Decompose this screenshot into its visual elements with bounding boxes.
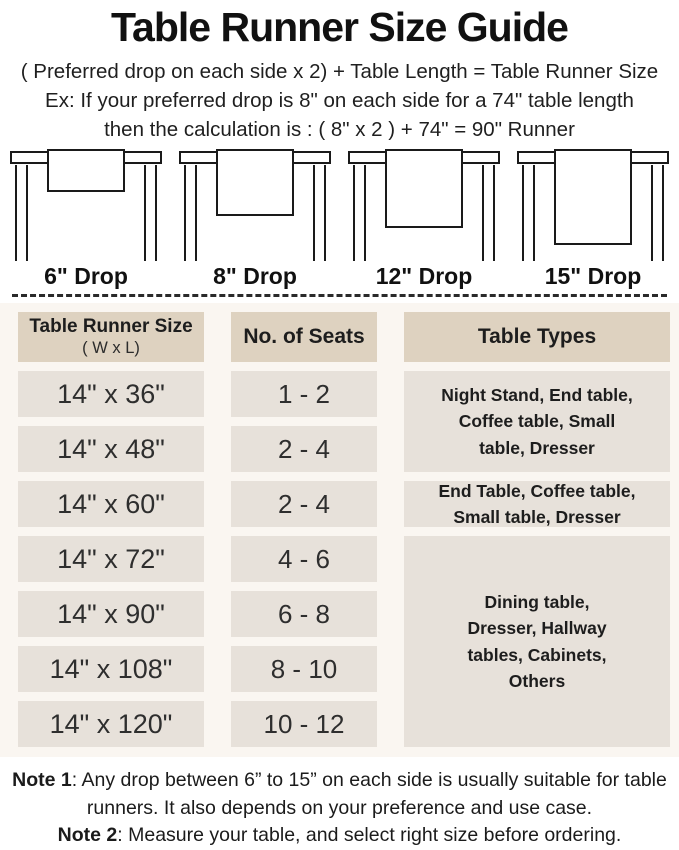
size-cell: 14" x 120" <box>18 701 204 747</box>
size-cell: 14" x 108" <box>18 646 204 692</box>
table-leg-right <box>482 165 495 261</box>
table-leg-right <box>651 165 664 261</box>
runner-graphic <box>554 149 632 245</box>
header-table-types: Table Types <box>404 312 670 362</box>
seats-cell: 8 - 10 <box>231 646 377 692</box>
table-illustration-15in <box>517 151 669 261</box>
drop-label-12in: 12" Drop <box>375 263 473 289</box>
table-types-cell-small: Night Stand, End table, Coffee table, Small table, Dresser <box>404 371 670 472</box>
seats-cell: 2 - 4 <box>231 481 377 527</box>
seats-cell: 6 - 8 <box>231 591 377 637</box>
drop-label-6in: 6" Drop <box>44 263 128 289</box>
example-line-2: then the calculation is : ( 8" x 2 ) + 74" = 90" Runner <box>104 118 575 141</box>
runner-graphic <box>385 149 463 228</box>
example-line-1: Ex: If your preferred drop is 8" on each side for a 74" table length <box>45 89 634 112</box>
table-leg-right <box>144 165 157 261</box>
size-cell: 14" x 90" <box>18 591 204 637</box>
notes <box>0 767 679 850</box>
drop-label-8in: 8" Drop <box>213 263 297 289</box>
table-leg-right <box>313 165 326 261</box>
page-title: Table Runner Size Guide <box>111 4 568 50</box>
header-no-of-seats: No. of Seats <box>231 312 377 362</box>
table-types-cell-large: Dining table, Dresser, Hallway tables, Cabinets, Others <box>404 536 670 747</box>
table-illustration-6in <box>10 151 162 261</box>
drop-illustrations <box>0 151 679 261</box>
runner-graphic <box>216 149 294 216</box>
table-leg-left <box>522 165 535 261</box>
table-leg-left <box>184 165 197 261</box>
size-cell: 14" x 36" <box>18 371 204 417</box>
table-runner-size-guide <box>0 4 679 847</box>
table-illustration-8in <box>179 151 331 261</box>
drop-labels-row <box>0 263 679 290</box>
size-cell: 14" x 72" <box>18 536 204 582</box>
size-table <box>0 312 679 747</box>
runner-graphic <box>47 149 125 192</box>
formula-text: ( Preferred drop on each side x 2) + Table Length = Table Runner Size <box>20 60 659 83</box>
seats-cell: 2 - 4 <box>231 426 377 472</box>
table-leg-left <box>353 165 366 261</box>
seats-cell: 4 - 6 <box>231 536 377 582</box>
header-runner-size: Table Runner Size ( W x L) <box>18 312 204 362</box>
size-cell: 14" x 60" <box>18 481 204 527</box>
note-1: Note 1: Any drop between 6” to 15” on each side is usually suitable for table runners. It also depends on your preference and use case. <box>12 769 667 819</box>
size-table-section <box>0 303 679 757</box>
dashed-divider <box>12 294 667 297</box>
seats-cell: 1 - 2 <box>231 371 377 417</box>
table-types-cell-medium: End Table, Coffee table, Small table, Dresser <box>404 481 670 527</box>
note-2: Note 2: Measure your table, and select right size before ordering. <box>57 824 622 847</box>
seats-cell: 10 - 12 <box>231 701 377 747</box>
size-cell: 14" x 48" <box>18 426 204 472</box>
table-illustration-12in <box>348 151 500 261</box>
table-leg-left <box>15 165 28 261</box>
drop-label-15in: 15" Drop <box>544 263 642 289</box>
